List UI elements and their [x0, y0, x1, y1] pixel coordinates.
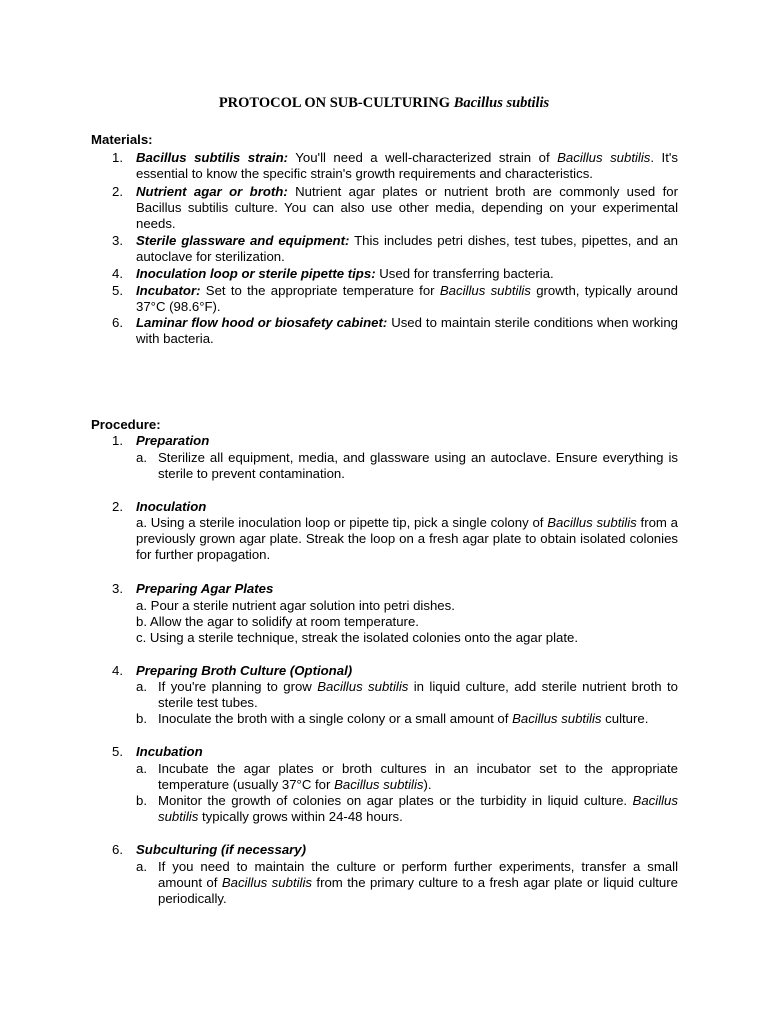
procedure-step-title: Subculturing (if necessary) — [136, 842, 307, 857]
procedure-step-title: Inoculation — [136, 499, 207, 514]
materials-item-number: 6. — [112, 315, 123, 330]
procedure-heading: Procedure: — [91, 417, 161, 432]
substep-letter: a. — [136, 761, 147, 776]
substep-text: Sterilize all equipment, media, and glassware using an autoclave. Ensure everything is sterile to prevent contamination. — [158, 450, 678, 482]
page-title — [90, 94, 678, 112]
substep-text: If you need to maintain the culture or perform further experiments, transfer a small amount of Bacillus subtilis from the primary culture to a fresh agar plate or liquid culture periodically. — [158, 859, 678, 907]
materials-item: Nutrient agar or broth: Nutrient agar plates or nutrient broth are commonly used for Bacillus subtilis culture. You can also use other media, depending on your experimental needs. — [136, 184, 678, 232]
substep-letter: b. — [136, 793, 147, 808]
procedure-step-number: 3. — [112, 581, 123, 596]
procedure-step-number: 5. — [112, 744, 123, 759]
materials-item-number: 3. — [112, 233, 123, 248]
substep-line: c. Using a sterile technique, streak the isolated colonies onto the agar plate. — [136, 630, 579, 646]
procedure-step-title: Preparing Agar Plates — [136, 581, 274, 596]
procedure-step-number: 1. — [112, 433, 123, 448]
title-main: PROTOCOL ON SUB-CULTURING — [218, 95, 454, 111]
materials-item: Sterile glassware and equipment: This includes petri dishes, test tubes, pipettes, and an autoclave for sterilization. — [136, 233, 678, 265]
materials-item: Laminar flow hood or biosafety cabinet: Used to maintain sterile conditions when working with bacteria. — [136, 315, 678, 347]
substep-letter: a. — [136, 679, 147, 694]
substep-letter: a. — [136, 450, 147, 465]
substep-text: Incubate the agar plates or broth cultures in an incubator set to the appropriate temperature (usually 37°C for Bacillus subtilis). — [158, 761, 678, 793]
substep-line: b. Allow the agar to solidify at room temperature. — [136, 614, 419, 630]
materials-heading: Materials: — [91, 132, 153, 147]
substep-text: If you're planning to grow Bacillus subtilis in liquid culture, add sterile nutrient broth to sterile test tubes. — [158, 679, 678, 711]
procedure-step-number: 4. — [112, 663, 123, 678]
procedure-step-title: Preparing Broth Culture (Optional) — [136, 663, 353, 678]
procedure-step-number: 2. — [112, 499, 123, 514]
substep-lines — [136, 598, 678, 647]
materials-item-number: 5. — [112, 283, 123, 298]
substep-text: Inoculate the broth with a single colony or a small amount of Bacillus subtilis culture. — [158, 711, 649, 726]
title-organism: Bacillus subtilis — [453, 95, 550, 111]
substep-line: a. Pour a sterile nutrient agar solution into petri dishes. — [136, 598, 455, 613]
materials-item-number: 2. — [112, 184, 123, 199]
materials-item-number: 1. — [112, 150, 123, 165]
materials-item: Inoculation loop or sterile pipette tips: Used for transferring bacteria. — [136, 266, 554, 281]
substep-text: a. Using a sterile inoculation loop or pipette tip, pick a single colony of Bacillus subtilis from a previously grown agar plate. Streak the loop on a fresh agar plate to obtain isolated colonies for further propagation. — [136, 515, 679, 563]
materials-item: Incubator: Set to the appropriate temperature for Bacillus subtilis growth, typically around 37°C (98.6°F). — [136, 283, 678, 315]
procedure-step-number: 6. — [112, 842, 123, 857]
procedure-step-title: Incubation — [136, 744, 203, 759]
materials-item: Bacillus subtilis strain: You'll need a well-characterized strain of Bacillus subtilis. It's essential to know the specific strain's growth requirements and characteristics. — [136, 150, 678, 182]
materials-item-number: 4. — [112, 266, 123, 281]
procedure-step-title: Preparation — [136, 433, 210, 448]
substep-letter: b. — [136, 711, 147, 726]
substep-letter: a. — [136, 859, 147, 874]
substep-text: Monitor the growth of colonies on agar plates or the turbidity in liquid culture. Bacillus subtilis typically grows within 24-48 hours. — [158, 793, 678, 825]
